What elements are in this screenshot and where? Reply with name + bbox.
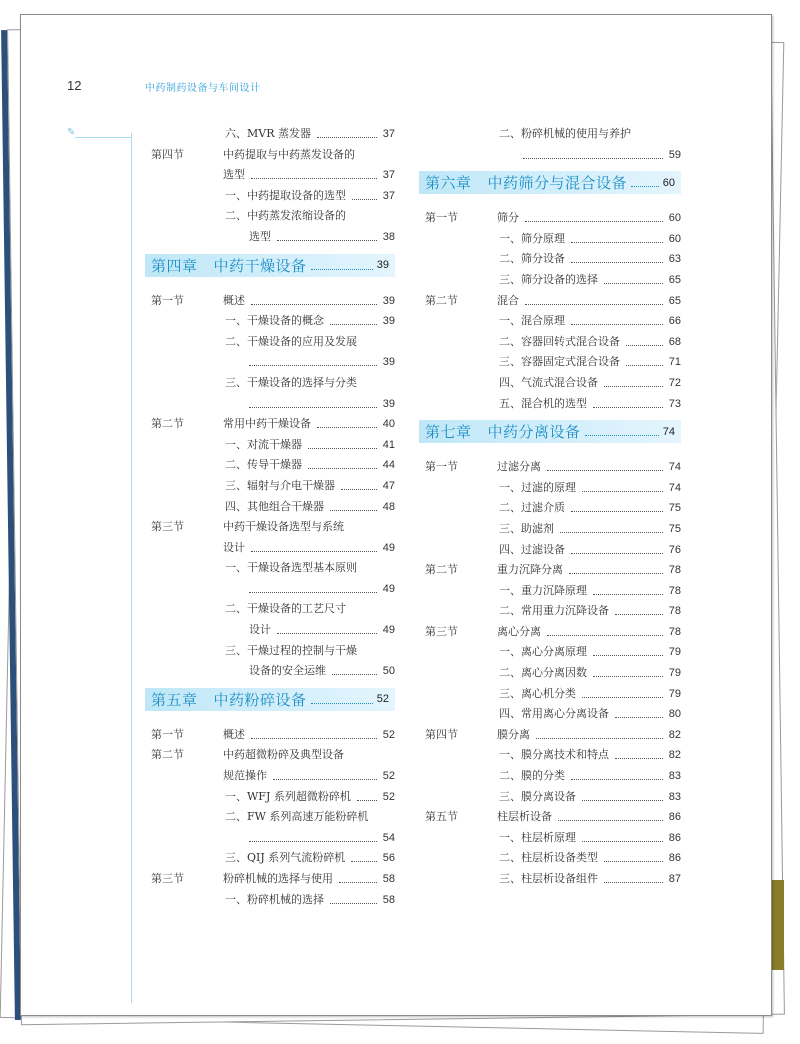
toc-entry[interactable] xyxy=(145,394,395,415)
toc-entry[interactable] xyxy=(419,828,681,849)
dot-leader xyxy=(593,676,663,677)
entry-page: 58 xyxy=(382,893,395,906)
section-label: 第五节 xyxy=(425,810,458,824)
dot-leader xyxy=(317,137,377,138)
dot-leader xyxy=(249,407,377,408)
dot-leader xyxy=(249,365,377,366)
dot-leader xyxy=(571,779,663,780)
toc-entry[interactable] xyxy=(145,807,395,828)
entry-page: 50 xyxy=(382,665,395,678)
entry-page: 65 xyxy=(668,273,681,286)
toc-entry[interactable] xyxy=(145,227,395,248)
toc-group xyxy=(419,457,681,889)
toc-entry[interactable] xyxy=(145,435,395,456)
chapter-page: 74 xyxy=(662,425,675,438)
dot-leader xyxy=(525,221,663,222)
entry-title: 过滤分离 xyxy=(497,460,541,474)
toc-entry[interactable] xyxy=(145,869,395,890)
toc-entry[interactable] xyxy=(145,124,395,145)
entry-page: 71 xyxy=(668,356,681,369)
entry-page: 79 xyxy=(668,646,681,659)
entry-page: 76 xyxy=(668,543,681,556)
entry-page: 86 xyxy=(668,831,681,844)
chapter-page: 39 xyxy=(376,259,389,272)
entry-page: 39 xyxy=(382,294,395,307)
entry-page: 80 xyxy=(668,708,681,721)
section-label: 第一节 xyxy=(151,727,184,741)
entry-page: 75 xyxy=(668,522,681,535)
entry-title: 一、过滤的原理 xyxy=(499,480,576,494)
toc-entry[interactable] xyxy=(419,352,681,373)
dot-leader xyxy=(251,178,377,179)
dot-leader xyxy=(571,511,663,512)
chapter-heading[interactable] xyxy=(419,171,681,194)
dot-leader xyxy=(593,655,663,656)
margin-rule-vertical xyxy=(131,133,132,1003)
toc-entry[interactable] xyxy=(145,725,395,746)
entry-page: 83 xyxy=(668,770,681,783)
dot-leader xyxy=(308,448,377,449)
entry-page: 78 xyxy=(668,625,681,638)
dot-leader xyxy=(311,703,373,704)
entry-page: 39 xyxy=(382,356,395,369)
toc-entry[interactable] xyxy=(145,332,395,353)
dot-leader xyxy=(571,262,663,263)
entry-page: 44 xyxy=(382,459,395,472)
dot-leader xyxy=(615,717,663,718)
chapter-label: 第四章 xyxy=(151,256,198,275)
entry-title: 筛分 xyxy=(497,211,519,225)
entry-page: 48 xyxy=(382,500,395,513)
toc-entry[interactable] xyxy=(145,745,395,766)
toc-entry[interactable] xyxy=(145,558,395,579)
entry-page: 87 xyxy=(668,873,681,885)
toc-entry[interactable] xyxy=(145,620,395,641)
entry-page: 59 xyxy=(668,148,681,161)
toc-entry[interactable] xyxy=(419,581,681,602)
section-label: 第一节 xyxy=(151,293,184,307)
chapter-heading[interactable] xyxy=(419,420,681,443)
entry-title: 三、干燥过程的控制与干燥 xyxy=(225,643,357,657)
entry-title: 二、中药蒸发浓缩设备的 xyxy=(225,209,346,223)
section-label: 第四节 xyxy=(425,727,458,741)
section-label: 第二节 xyxy=(151,417,184,431)
toc-entry[interactable] xyxy=(145,476,395,497)
entry-page: 58 xyxy=(382,873,395,885)
entry-page: 78 xyxy=(668,564,681,577)
entry-title: 二、离心分离因数 xyxy=(499,666,587,680)
section-label: 第二节 xyxy=(151,748,184,762)
toc-entry[interactable] xyxy=(145,145,395,166)
page-number: 12 xyxy=(67,78,82,93)
dot-leader xyxy=(631,186,659,187)
entry-title: 柱层析设备 xyxy=(497,810,552,824)
toc-entry[interactable] xyxy=(145,766,395,787)
toc-entry[interactable] xyxy=(419,478,681,499)
toc-entry[interactable] xyxy=(145,497,395,518)
entry-title: 六、MVR 蒸发器 xyxy=(225,127,311,140)
toc-entry[interactable] xyxy=(145,352,395,373)
entry-title: 二、干燥设备的应用及发展 xyxy=(225,334,357,348)
toc-entry[interactable] xyxy=(145,538,395,559)
book-page xyxy=(20,14,772,1016)
toc-group xyxy=(419,124,681,165)
entry-title: 三、干燥设备的选择与分类 xyxy=(225,375,357,389)
entry-title: 二、过滤介质 xyxy=(499,501,565,515)
toc-entry[interactable] xyxy=(419,311,681,332)
entry-title: 粉碎机械的选择与使用 xyxy=(223,872,333,885)
entry-page: 41 xyxy=(382,438,395,451)
toc-entry[interactable] xyxy=(145,311,395,332)
entry-page: 72 xyxy=(668,376,681,389)
dot-leader xyxy=(317,427,377,428)
entry-title: 设计 xyxy=(249,623,271,637)
dot-leader xyxy=(339,882,377,883)
section-label: 第二节 xyxy=(425,293,458,307)
entry-title: 三、容器固定式混合设备 xyxy=(499,355,620,369)
dot-leader xyxy=(341,489,377,490)
entry-page: 79 xyxy=(668,667,681,680)
chapter-title: 中药分离设备 xyxy=(487,423,581,442)
dot-leader xyxy=(571,324,663,325)
dot-leader xyxy=(249,592,377,593)
dot-leader xyxy=(582,697,663,698)
dot-leader xyxy=(585,435,659,436)
dot-leader xyxy=(571,553,663,554)
chapter-heading[interactable] xyxy=(145,254,395,277)
entry-page: 49 xyxy=(382,582,395,595)
toc-entry[interactable] xyxy=(145,661,395,682)
entry-page: 63 xyxy=(668,253,681,266)
chapter-label: 第五章 xyxy=(151,690,198,709)
chapter-page: 52 xyxy=(376,693,389,706)
section-label: 第一节 xyxy=(425,460,458,474)
entry-page: 54 xyxy=(382,831,395,844)
entry-title: 常用中药干燥设备 xyxy=(223,417,311,431)
toc-left-column xyxy=(145,124,395,910)
running-title: 中药制药设备与车间设计 xyxy=(145,83,261,94)
entry-title: 二、容器回转式混合设备 xyxy=(499,334,620,348)
entry-page: 83 xyxy=(668,790,681,803)
entry-page: 75 xyxy=(668,502,681,515)
dot-leader xyxy=(582,491,663,492)
toc-entry[interactable] xyxy=(419,622,681,643)
entry-title: 设备的安全运维 xyxy=(249,664,326,678)
toc-entry[interactable] xyxy=(419,766,681,787)
entry-page: 49 xyxy=(382,624,395,637)
toc-entry[interactable] xyxy=(419,291,681,312)
dot-leader xyxy=(593,594,663,595)
toc-entry[interactable] xyxy=(419,519,681,540)
dot-leader xyxy=(251,738,377,739)
dot-leader xyxy=(615,758,663,759)
dot-leader xyxy=(604,861,663,862)
toc-entry[interactable] xyxy=(145,641,395,662)
entry-page: 78 xyxy=(668,605,681,618)
dot-leader xyxy=(332,674,377,675)
entry-page: 56 xyxy=(382,852,395,865)
chapter-title: 中药粉碎设备 xyxy=(213,690,307,709)
entry-title: 三、离心机分类 xyxy=(499,686,576,700)
toc-entry[interactable] xyxy=(419,208,681,229)
dot-leader xyxy=(308,468,377,469)
entry-page: 82 xyxy=(668,749,681,762)
toc-entry[interactable] xyxy=(419,601,681,622)
entry-page: 86 xyxy=(668,811,681,824)
toc-entry[interactable] xyxy=(419,663,681,684)
toc-entry[interactable] xyxy=(145,291,395,312)
toc-entry[interactable] xyxy=(145,599,395,620)
dot-leader xyxy=(571,242,663,243)
entry-title: 选型 xyxy=(249,229,271,243)
toc-entry[interactable] xyxy=(419,745,681,766)
entry-title: 选型 xyxy=(223,168,245,182)
entry-title: 三、柱层析设备组件 xyxy=(499,872,598,885)
toc-entry[interactable] xyxy=(419,704,681,725)
chapter-heading[interactable] xyxy=(145,688,395,711)
chapter-page: 60 xyxy=(662,176,675,189)
section-label: 第二节 xyxy=(425,563,458,577)
section-label: 第三节 xyxy=(151,872,184,885)
entry-page: 49 xyxy=(382,541,395,554)
dot-leader xyxy=(560,532,663,533)
dot-leader xyxy=(558,820,663,821)
chapter-label: 第七章 xyxy=(425,423,472,442)
entry-page: 74 xyxy=(668,481,681,494)
dot-leader xyxy=(351,861,377,862)
entry-page: 39 xyxy=(382,315,395,328)
dot-leader xyxy=(277,240,377,241)
dot-leader xyxy=(593,407,663,408)
toc-group xyxy=(145,124,395,248)
toc-entry[interactable] xyxy=(419,332,681,353)
toc-entry[interactable] xyxy=(145,828,395,849)
entry-page: 78 xyxy=(668,584,681,597)
toc-entry[interactable] xyxy=(145,579,395,600)
section-label: 第一节 xyxy=(425,211,458,225)
entry-title: 中药超微粉碎及典型设备 xyxy=(223,748,344,762)
toc-entry[interactable] xyxy=(419,145,681,166)
entry-title: 一、对流干燥器 xyxy=(225,437,302,451)
entry-title: 四、其他组合干燥器 xyxy=(225,499,324,513)
toc-entry[interactable] xyxy=(145,414,395,435)
entry-page: 39 xyxy=(382,397,395,410)
entry-page: 38 xyxy=(382,230,395,243)
entry-title: 一、膜分离技术和特点 xyxy=(499,748,609,762)
entry-title: 重力沉降分离 xyxy=(497,563,563,577)
dot-leader xyxy=(604,386,663,387)
dot-leader xyxy=(615,614,663,615)
entry-page: 37 xyxy=(382,169,395,182)
entry-title: 一、柱层析原理 xyxy=(499,830,576,844)
entry-title: 二、粉碎机械的使用与养护 xyxy=(499,127,631,140)
entry-title: 规范操作 xyxy=(223,769,267,783)
toc-entry[interactable] xyxy=(419,498,681,519)
entry-title: 一、离心分离原理 xyxy=(499,645,587,659)
chapter-title: 中药干燥设备 xyxy=(213,256,307,275)
dot-leader xyxy=(547,635,663,636)
toc-entry[interactable] xyxy=(419,869,681,890)
dot-leader xyxy=(311,269,373,270)
dot-leader xyxy=(604,882,663,883)
back-page-edge-olive xyxy=(770,880,784,970)
dot-leader xyxy=(330,903,377,904)
dot-leader xyxy=(582,800,663,801)
dot-leader xyxy=(525,304,663,305)
entry-page: 52 xyxy=(382,728,395,741)
dot-leader xyxy=(273,779,377,780)
section-label: 第三节 xyxy=(151,520,184,534)
entry-page: 74 xyxy=(668,461,681,474)
entry-title: 离心分离 xyxy=(497,624,541,638)
toc-entry[interactable] xyxy=(145,517,395,538)
entry-title: 一、粉碎机械的选择 xyxy=(225,892,324,906)
margin-rule-horizontal xyxy=(75,137,131,138)
entry-title: 四、常用离心分离设备 xyxy=(499,707,609,721)
entry-title: 概述 xyxy=(223,293,245,307)
toc-entry[interactable] xyxy=(419,373,681,394)
toc-entry[interactable] xyxy=(145,890,395,911)
entry-title: 一、筛分原理 xyxy=(499,231,565,245)
dot-leader xyxy=(277,633,377,634)
entry-page: 86 xyxy=(668,852,681,865)
toc-entry[interactable] xyxy=(145,186,395,207)
entry-title: 膜分离 xyxy=(497,727,530,741)
entry-title: 二、FW 系列高速万能粉碎机 xyxy=(225,810,369,824)
dot-leader xyxy=(249,841,377,842)
entry-title: 三、辐射与介电干燥器 xyxy=(225,478,335,492)
section-label: 第四节 xyxy=(151,147,184,161)
entry-page: 37 xyxy=(382,128,395,140)
entry-title: 中药干燥设备选型与系统 xyxy=(223,520,344,534)
dot-leader xyxy=(626,345,663,346)
entry-title: 五、混合机的选型 xyxy=(499,396,587,410)
toc-entry[interactable] xyxy=(145,206,395,227)
chapter-label: 第六章 xyxy=(425,174,472,193)
entry-page: 82 xyxy=(668,728,681,741)
toc-group xyxy=(419,208,681,414)
dot-leader xyxy=(569,573,663,574)
entry-title: 三、筛分设备的选择 xyxy=(499,272,598,286)
chapter-title: 中药筛分与混合设备 xyxy=(487,174,628,193)
toc-entry[interactable] xyxy=(145,373,395,394)
entry-title: 一、重力沉降原理 xyxy=(499,583,587,597)
toc-entry[interactable] xyxy=(419,684,681,705)
dot-leader xyxy=(330,324,377,325)
dot-leader xyxy=(357,800,377,801)
toc-entry[interactable] xyxy=(419,229,681,250)
entry-title: 三、助滤剂 xyxy=(499,521,554,535)
toc-entry[interactable] xyxy=(145,848,395,869)
entry-page: 65 xyxy=(668,294,681,307)
toc-entry[interactable] xyxy=(419,540,681,561)
toc-entry[interactable] xyxy=(419,725,681,746)
entry-title: 四、过滤设备 xyxy=(499,542,565,556)
entry-title: 三、膜分离设备 xyxy=(499,789,576,803)
entry-page: 60 xyxy=(668,232,681,245)
toc-entry[interactable] xyxy=(419,560,681,581)
entry-title: 一、中药提取设备的选型 xyxy=(225,188,346,202)
dot-leader xyxy=(547,470,663,471)
entry-title: 二、常用重力沉降设备 xyxy=(499,604,609,618)
toc-entry[interactable] xyxy=(419,807,681,828)
entry-title: 一、混合原理 xyxy=(499,314,565,328)
dot-leader xyxy=(251,551,377,552)
toc-right-column xyxy=(419,124,681,890)
entry-title: 四、气流式混合设备 xyxy=(499,375,598,389)
toc-entry[interactable] xyxy=(145,787,395,808)
entry-title: 二、筛分设备 xyxy=(499,252,565,266)
dot-leader xyxy=(330,510,377,511)
section-label: 第三节 xyxy=(425,624,458,638)
entry-page: 60 xyxy=(668,212,681,225)
toc-group xyxy=(145,291,395,682)
entry-page: 37 xyxy=(382,189,395,202)
entry-title: 中药提取与中药蒸发设备的 xyxy=(223,147,355,161)
entry-title: 二、膜的分类 xyxy=(499,769,565,783)
toc-entry[interactable] xyxy=(419,124,681,145)
toc-entry[interactable] xyxy=(419,457,681,478)
entry-title: 二、传导干燥器 xyxy=(225,458,302,472)
entry-title: 三、QIJ 系列气流粉碎机 xyxy=(225,851,346,865)
entry-title: 一、干燥设备的概念 xyxy=(225,314,324,328)
entry-title: 设计 xyxy=(223,540,245,554)
entry-page: 47 xyxy=(382,479,395,492)
toc-entry[interactable] xyxy=(419,270,681,291)
entry-page: 52 xyxy=(382,770,395,783)
entry-title: 一、WFJ 系列超微粉碎机 xyxy=(225,789,351,803)
dot-leader xyxy=(626,365,663,366)
toc-entry[interactable] xyxy=(419,249,681,270)
entry-page: 40 xyxy=(382,418,395,431)
entry-title: 概述 xyxy=(223,727,245,741)
dot-leader xyxy=(582,841,663,842)
entry-title: 二、干燥设备的工艺尺寸 xyxy=(225,602,346,616)
entry-page: 79 xyxy=(668,687,681,700)
toc-entry[interactable] xyxy=(145,455,395,476)
dot-leader xyxy=(604,283,663,284)
toc-entry[interactable] xyxy=(145,165,395,186)
entry-title: 一、干燥设备选型基本原则 xyxy=(225,561,357,575)
dot-leader xyxy=(536,738,663,739)
entry-page: 73 xyxy=(668,397,681,410)
dot-leader xyxy=(352,199,377,200)
toc-entry[interactable] xyxy=(419,394,681,415)
toc-entry[interactable] xyxy=(419,787,681,808)
entry-page: 52 xyxy=(382,790,395,803)
clip-icon: ✎ xyxy=(67,127,76,138)
toc-entry[interactable] xyxy=(419,642,681,663)
entry-page: 66 xyxy=(668,315,681,328)
toc-group xyxy=(145,725,395,910)
entry-title: 二、柱层析设备类型 xyxy=(499,851,598,865)
entry-title: 混合 xyxy=(497,293,519,307)
dot-leader xyxy=(251,304,377,305)
dot-leader xyxy=(523,158,663,159)
entry-page: 68 xyxy=(668,335,681,348)
toc-entry[interactable] xyxy=(419,848,681,869)
